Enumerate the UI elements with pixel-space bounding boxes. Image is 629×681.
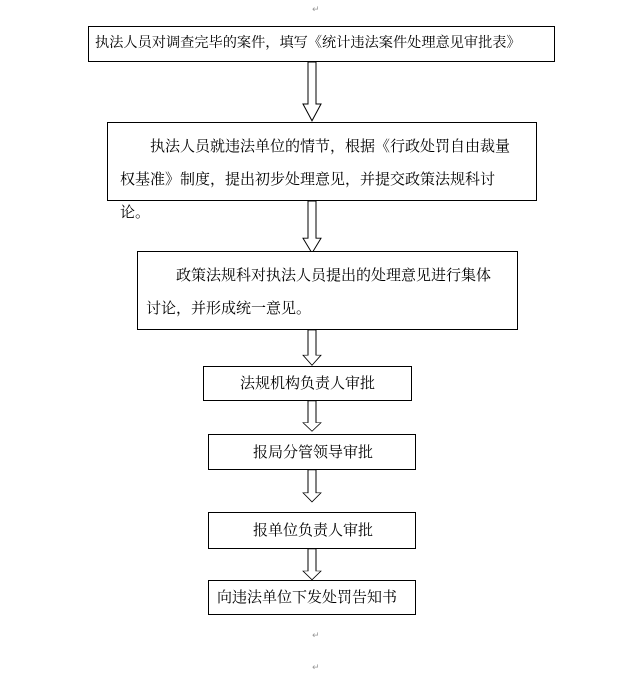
step-1-box <box>88 26 555 62</box>
paragraph-mark: ↵ <box>312 5 320 15</box>
step-2-text: 执法人员就违法单位的情节，根据《行政处罚自由裁量权基准》制度，提出初步处理意见，并提交政策法规科讨论。 <box>120 137 511 221</box>
step-1-text: 执法人员对调查完毕的案件，填写《统计违法案件处理意见审批表》 <box>95 35 521 51</box>
step-6-box <box>208 512 416 549</box>
arrow-4 <box>303 401 321 431</box>
paragraph-mark: ↵ <box>312 631 320 641</box>
step-3-text: 政策法规科对执法人员提出的处理意见进行集体讨论，并形成统一意见。 <box>146 266 492 317</box>
step-6-text: 报单位负责人审批 <box>253 521 374 539</box>
step-7-box <box>208 580 416 615</box>
step-2-box <box>107 122 537 221</box>
arrow-1 <box>303 62 321 121</box>
arrow-6 <box>303 549 321 580</box>
step-7-text: 向违法单位下发处罚告知书 <box>217 588 398 606</box>
arrow-5 <box>303 470 321 502</box>
arrow-3 <box>303 330 321 365</box>
step-5-text: 报局分管领导审批 <box>253 443 374 461</box>
step-3-box <box>137 251 518 330</box>
paragraph-mark: ↵ <box>312 663 320 673</box>
step-5-box <box>208 434 416 470</box>
step-4-text: 法规机构负责人审批 <box>240 374 376 392</box>
step-4-box <box>203 366 412 401</box>
